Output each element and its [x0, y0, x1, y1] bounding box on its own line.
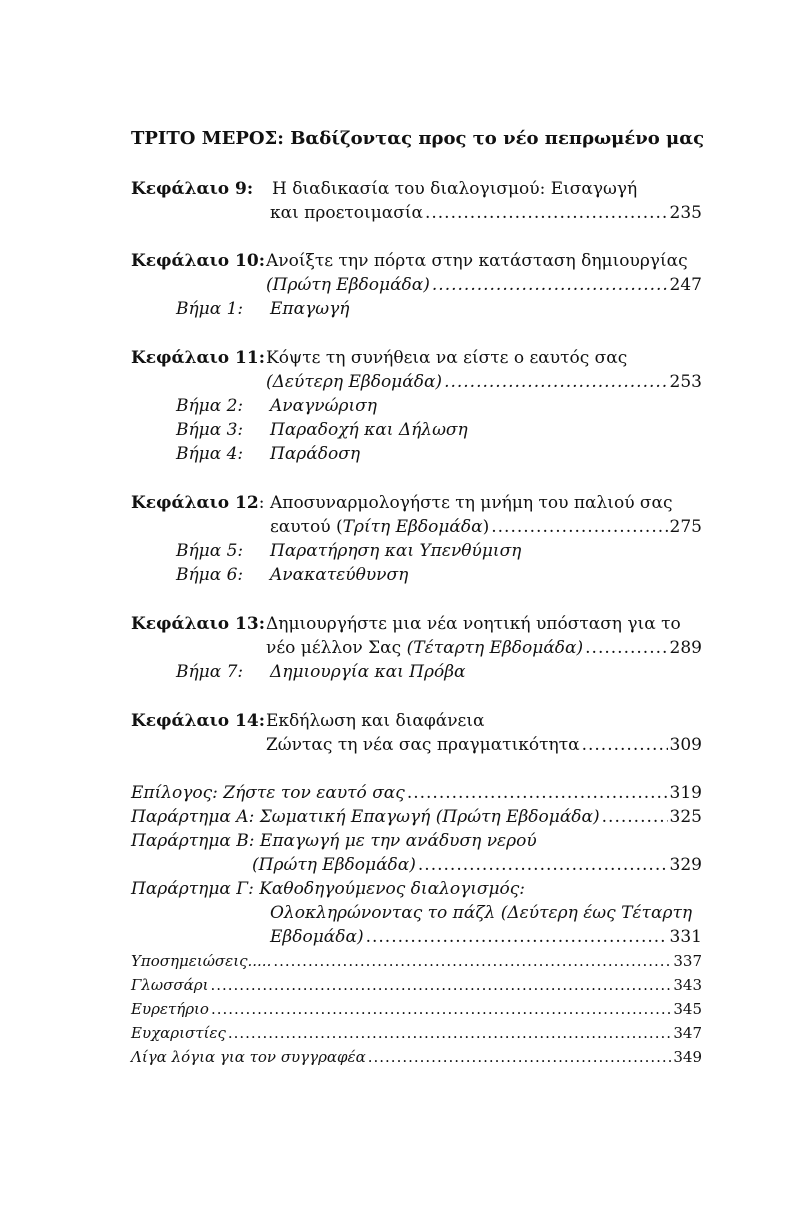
chapter-11-title-cont: (Δεύτερη Εβδομάδα) [266, 372, 443, 392]
dot-leader [425, 202, 668, 224]
dot-leader [211, 998, 671, 1020]
chapter-14-title: Εκδήλωση και διαφάνεια [266, 711, 485, 731]
dot-leader [582, 734, 668, 756]
chapter-9-title-cont: και προετοιμασία [270, 203, 423, 223]
chapter-14-label: Κεφάλαιο 14: [131, 711, 265, 731]
step-1-title: Επαγωγή [270, 299, 350, 319]
chapter-13-label: Κεφάλαιο 13: [131, 614, 265, 634]
chapter-13-title-plain: νέο μέλλον Σας [266, 638, 407, 658]
glossary-page: 343 [673, 976, 702, 994]
appendix-c-title: Παράρτημα Γ: Καθοδηγούμενος διαλογισμός: [131, 879, 526, 899]
appendix-c-page: 331 [669, 927, 702, 947]
chapter-11-entry[interactable] [266, 371, 702, 393]
chapter-10-title: Ανοίξτε την πόρτα στην κατάσταση δημιουργίας [266, 251, 688, 271]
chapter-13-page: 289 [669, 638, 702, 658]
epilogue-title: Επίλογος: Ζήστε τον εαυτό σας [131, 783, 405, 803]
dot-leader [585, 637, 667, 659]
index-entry[interactable] [131, 998, 702, 1020]
chapter-10-page: 247 [669, 275, 702, 295]
chapter-12-paren: ) [482, 517, 490, 537]
appendix-b-page: 329 [669, 855, 702, 875]
chapter-12-entry[interactable] [270, 516, 702, 538]
step-2-title: Αναγνώριση [270, 396, 377, 416]
appendix-a-title: Παράρτημα Α: Σωματική Επαγωγή (Πρώτη Εβδομάδα) [131, 807, 600, 827]
appendix-c-entry[interactable] [270, 926, 702, 948]
about-author-entry[interactable] [131, 1046, 702, 1068]
step-7-label: Βήμα 7: [176, 662, 244, 682]
dot-leader [368, 1046, 672, 1068]
chapter-12-label-wrap [131, 492, 264, 514]
dot-leader [407, 782, 668, 804]
glossary-entry[interactable] [131, 974, 702, 996]
appendix-b-title: Παράρτημα Β: Επαγωγή με την ανάδυση νερού [131, 831, 537, 851]
chapter-10-entry[interactable] [266, 274, 702, 296]
chapter-13-title-cont [266, 637, 583, 659]
about-author-page: 349 [673, 1048, 702, 1066]
chapter-11-label: Κεφάλαιο 11: [131, 348, 265, 368]
dot-leader [228, 1022, 672, 1044]
dot-leader [432, 274, 668, 296]
part-title: ΤΡΙΤΟ ΜΕΡΟΣ: Βαδίζοντας προς το νέο πεπρωμένο μας [131, 128, 705, 149]
chapter-14-page: 309 [669, 735, 702, 755]
dot-leader [366, 926, 668, 948]
epilogue-entry[interactable] [131, 782, 702, 804]
chapter-12-colon: : [258, 493, 265, 513]
notes-title: Υποσημειώσεις..... [131, 952, 272, 970]
step-5-title: Παρατήρηση και Υπενθύμιση [270, 541, 522, 561]
chapter-12-title-cont [270, 516, 489, 538]
chapter-11-page: 253 [669, 372, 702, 392]
chapter-10-label: Κεφάλαιο 10: [131, 251, 265, 271]
chapter-12-week: Τρίτη Εβδομάδα [342, 517, 483, 537]
appendix-b-title-cont: (Πρώτη Εβδομάδα) [252, 855, 416, 875]
step-6-label: Βήμα 6: [176, 565, 244, 585]
notes-entry[interactable] [131, 950, 702, 972]
chapter-9-entry[interactable] [270, 202, 702, 224]
dot-leader [418, 854, 668, 876]
step-6-title: Ανακατεύθυνση [270, 565, 409, 585]
step-3-label: Βήμα 3: [176, 420, 244, 440]
dot-leader [602, 806, 668, 828]
appendix-b-entry[interactable] [252, 854, 702, 876]
chapter-12-label: Κεφάλαιο 12 [131, 493, 259, 513]
chapter-14-title-cont: Ζώντας τη νέα σας πραγματικότητα [266, 735, 580, 755]
acknowledgements-title: Ευχαριστίες [131, 1024, 226, 1042]
chapter-13-entry[interactable] [266, 637, 702, 659]
chapter-12-title: Αποσυναρμολογήστε τη μνήμη του παλιού σας [270, 493, 673, 513]
about-author-title: Λίγα λόγια για τον συγγραφέα [131, 1048, 366, 1066]
chapter-10-title-cont: (Πρώτη Εβδομάδα) [266, 275, 430, 295]
chapter-9-label: Κεφάλαιο 9: [131, 179, 254, 199]
dot-leader [210, 974, 671, 996]
step-2-label: Βήμα 2: [176, 396, 244, 416]
appendix-c-title-end: Εβδομάδα) [270, 927, 364, 947]
chapter-13-week: (Τέταρτη Εβδομάδα) [406, 638, 584, 658]
index-page: 345 [673, 1000, 702, 1018]
step-4-label: Βήμα 4: [176, 444, 244, 464]
chapter-14-entry[interactable] [266, 734, 702, 756]
appendix-a-entry[interactable] [131, 806, 702, 828]
chapter-13-title: Δημιουργήστε μια νέα νοητική υπόσταση για το [266, 614, 681, 634]
glossary-title: Γλωσσάρι [131, 976, 209, 994]
step-1-label: Βήμα 1: [176, 299, 244, 319]
chapter-9-title: Η διαδικασία του διαλογισμού: Εισαγωγή [272, 179, 638, 199]
appendix-a-page: 325 [669, 807, 702, 827]
appendix-c-title-cont: Ολοκληρώνοντας το πάζλ (Δεύτερη έως Τέταρτη [270, 903, 693, 923]
step-3-title: Παραδοχή και Δήλωση [270, 420, 468, 440]
dot-leader [491, 516, 667, 538]
chapter-11-title: Κόψτε τη συνήθεια να είστε ο εαυτός σας [266, 348, 628, 368]
chapter-9-page: 235 [669, 203, 702, 223]
chapter-12-page: 275 [669, 517, 702, 537]
step-7-title: Δημιουργία και Πρόβα [270, 662, 466, 682]
epilogue-page: 319 [669, 783, 702, 803]
dot-leader [273, 950, 671, 972]
acknowledgements-entry[interactable] [131, 1022, 702, 1044]
step-4-title: Παράδοση [270, 444, 361, 464]
notes-page: 337 [673, 952, 702, 970]
acknowledgements-page: 347 [673, 1024, 702, 1042]
index-title: Ευρετήριο [131, 1000, 209, 1018]
chapter-12-title-plain: εαυτού ( [270, 517, 343, 537]
dot-leader [444, 371, 667, 393]
step-5-label: Βήμα 5: [176, 541, 244, 561]
